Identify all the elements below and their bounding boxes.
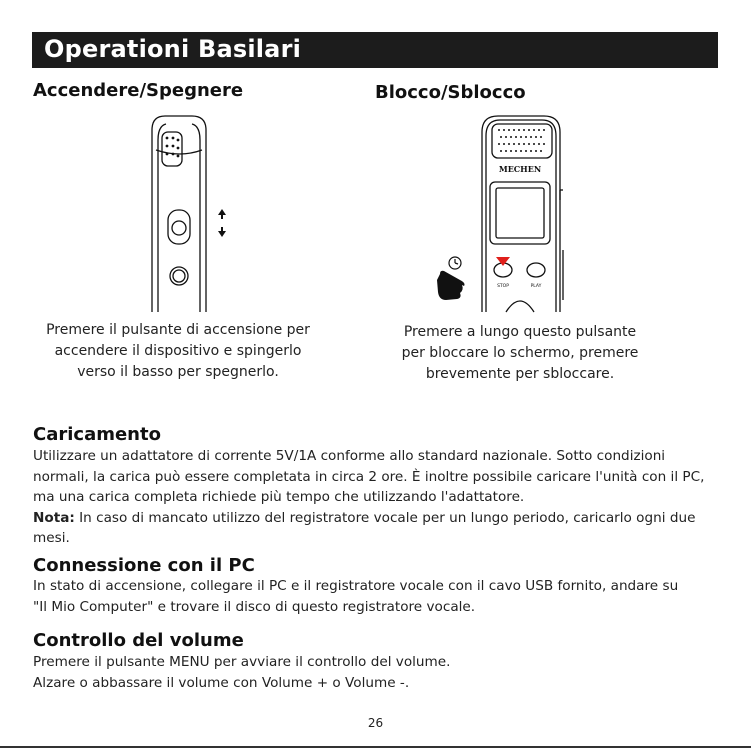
charging-heading: Caricamento xyxy=(33,424,161,445)
page-title: Operationi Basilari xyxy=(44,35,302,63)
brand-label: MECHEN xyxy=(498,164,542,174)
up-arrow-icon xyxy=(218,209,226,219)
play-label: PLAY xyxy=(530,284,542,289)
device-side-illustration xyxy=(140,110,240,315)
pc-heading: Connessione con il PC xyxy=(33,555,255,576)
lock-heading: Blocco/Sblocco xyxy=(375,82,526,103)
section-banner xyxy=(32,32,718,68)
power-heading: Accendere/Spegnere xyxy=(33,80,244,101)
charging-note: Nota: In caso di mancato utilizzo del registratore vocale per un lungo periodo, caricarlo ogni due xyxy=(33,509,696,526)
volume-text: Premere il pulsante MENU per avviare il controllo del volume. Alzare o abbassare il volume con Volume + o Volume -. xyxy=(33,654,451,691)
footer-divider xyxy=(0,746,751,748)
device-front-illustration xyxy=(430,110,570,315)
lock-caption: Premere a lungo questo pulsante per bloccare lo schermo, premere brevemente per sbloccare. xyxy=(401,324,639,382)
down-arrow-icon xyxy=(218,227,226,237)
charging-text: Utilizzare un adattatore di corrente 5V/1A conforme allo standard nazionale. Sotto condizioni normali, la carica può essere completata in circa 2 ore. È inoltre possibile caricare l'unità con il PC, ma una carica completa richiede più tempo che utilizzando l'adattatore. Nota: In caso di mancato utilizzo del registratore vocale per un lungo periodo, caricarlo ogni due mesi. xyxy=(33,446,723,549)
pointing-hand-icon xyxy=(437,271,465,300)
page-number: 26 xyxy=(367,716,384,730)
clock-icon xyxy=(449,257,461,269)
pc-text: In stato di accensione, collegare il PC e il registratore vocale con il cavo USB fornito, andare su "Il Mio Computer" e trovare il disco di questo registratore vocale. xyxy=(33,578,679,615)
power-caption: Premere il pulsante di accensione per accendere il dispositivo e spingerlo verso il basso per spegnerlo. xyxy=(46,322,310,380)
stop-label: STOP xyxy=(497,284,509,289)
volume-heading: Controllo del volume xyxy=(33,630,244,651)
